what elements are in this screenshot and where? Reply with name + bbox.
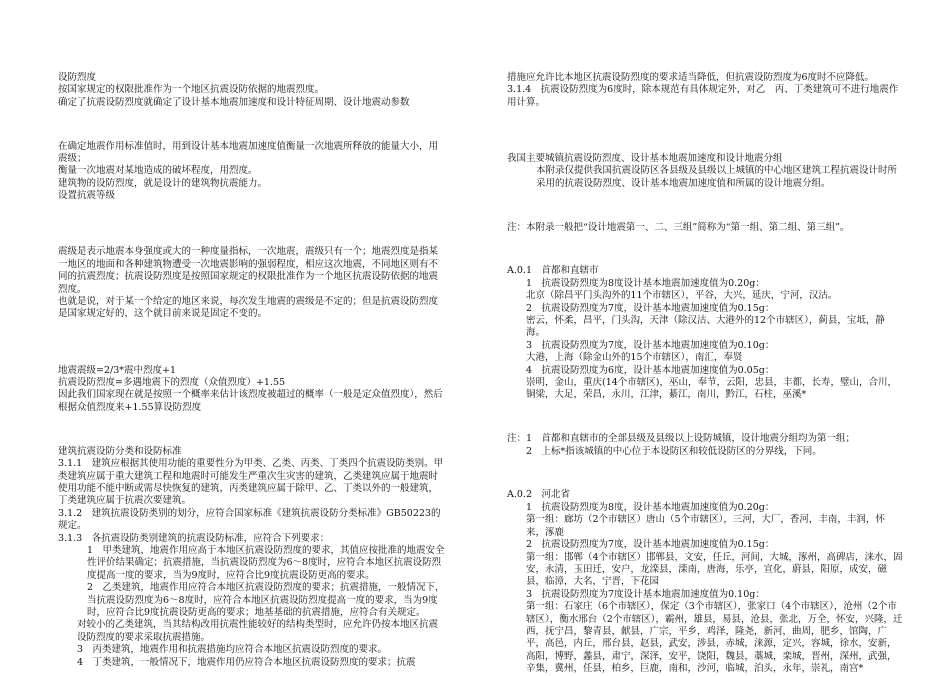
- paragraph: 注：1 首都和直辖市的全部县级及县级以上设防城镇，设计地震分组均为第一组；: [507, 433, 856, 445]
- paragraph: 第一组：廊坊（2个市辖区）唐山（5个市辖区），三河，大厂，香河，丰南，丰润，怀来，涿鹿: [526, 514, 885, 538]
- paragraph: 对较小的乙类建筑，当其结构改用抗震性能较好的结构类型时，应允许仍按本地区抗震设防烈度的要求采取抗震措施。: [77, 619, 439, 643]
- paragraph: 措施应允许比本地区抗震设防烈度的要求适当降低，但抗震设防烈度为6度时不应降低。: [507, 72, 875, 83]
- paragraph: 确定了抗震设防烈度就确定了设计基本地震加速度和设计特征周期、设计地震动参数: [58, 96, 410, 108]
- paragraph: 本附录仅提供我国抗震设防区各县级及县级以上城镇的中心地区建筑工程抗震设计时所采用的抗震设防烈度、设计基本地震加速度值和所属的设计地震分组。: [536, 165, 898, 189]
- paragraph: 密云，怀柔，昌平，门头沟，天津（除汉沽、大港外的12个市辖区），蓟县，宝坻，静海。: [526, 315, 885, 339]
- paragraph-spacer: [507, 411, 903, 423]
- paragraph: 建筑抗震设防分类和设防标准: [58, 445, 182, 457]
- paragraph: 也就是说，对于某一个给定的地区来说，每次发生地震的震级是不定的；但是抗震设防烈度是国家规定好的，这个就目前来说是固定不变的。: [58, 296, 439, 320]
- paragraph: 大港，上海（除金山外的15个市辖区），南汇，奉贤: [526, 352, 743, 364]
- paragraph: 4 抗震设防烈度为6度，设计基本地震加速度值为0.05g：: [526, 364, 775, 376]
- right-column: [507, 72, 903, 676]
- paragraph: 1 抗震设防烈度为8度设计基本地震加速度值为0.20g：: [526, 277, 765, 289]
- paragraph: 第一组：邯郸（4个市辖区）邯郸县，文安，任丘，河间，大城，涿州，高碑店，涞水，固安，永清，玉田迁，安户，龙滦县，滦南，唐海，乐亭，宣化，蔚县，阳原，成安，磁县，临漳，大名，宁晋，下花园: [526, 551, 903, 588]
- paragraph-spacer: [507, 244, 903, 256]
- paragraph: A.0.1 首都和直辖市: [507, 265, 599, 277]
- paragraph: 1 甲类建筑，地震作用应高于本地区抗震设防烈度的要求，其值应按批准的地震安全性评价结果确定；抗震措施，当抗震设防烈度为6～8度时，应符合本地区抗震设防烈度提高一度的要求，当为9度时，应符合比9度抗震设防更高的要求。: [87, 544, 445, 581]
- paragraph: 衡量一次地震对某地造成的破坏程度，用烈度。: [58, 165, 258, 177]
- paragraph-spacer: [58, 330, 446, 355]
- paragraph: 4 丁类建筑，一般情况下，地震作用仍应符合本地区抗震设防烈度的要求；抗震: [77, 656, 416, 668]
- paragraph: A.0.2 河北省: [507, 489, 570, 501]
- paragraph-spacer: [58, 119, 446, 131]
- paragraph: 3.1.2 建筑抗震设防类别的划分，应符合国家标准《建筑抗震设防分类标准》GB50223的规定。: [58, 507, 441, 532]
- paragraph: 按国家规定的权限批准作为一个地区抗震设防依据的地震烈度。: [58, 84, 325, 96]
- paragraph: 1 抗震设防烈度为8度，设计基本地震加速度值为0.20g：: [526, 501, 775, 513]
- paragraph: 3.1.3 各抗震设防类别建筑的抗震设防标准，应符合下列要求：: [58, 532, 330, 544]
- paragraph: 3.1.1 建筑应根据其使用功能的重要性分为甲类、乙类、丙类、丁类四个抗震设防类别。甲类建筑应属于重大建筑工程和地震时可能发生严重次生灾害的建筑，乙类建筑应属于地震时使用功能不能中断或需尽快恢复的建筑，丙类建筑应属于除甲、乙、丁类以外的一般建筑，丁类建筑应属于抗震次要建筑。: [58, 458, 444, 507]
- paragraph: 3 丙类建筑，地震作用和抗震措施均应符合本地区抗震设防烈度的要求。: [77, 644, 388, 656]
- paragraph: 建筑物的设防烈度，就是设计的建筑物抗震能力。: [58, 177, 268, 189]
- paragraph: 3 抗震设防烈度为7度，设计基本地震加速度值为0.10g：: [526, 339, 775, 351]
- paragraph: 崇明，金山，重庆(14个市辖区)，巫山，奉节，云阳，忠县，丰都，长寿，璧山，合川，铜梁，大足，荣昌，永川，江津，綦江，南川，黔江，石柱，巫溪*: [526, 377, 898, 401]
- paragraph-spacer: [58, 424, 446, 436]
- paragraph: 设防烈度: [58, 72, 97, 83]
- paragraph: 震级是表示地震本身强度或大的一种度量指标，一次地震，震级只有一个；地震烈度是指某一地区的地面和各种建筑物遭受一次地震影响的强弱程度，相应这次地震，不同地区则有不同的抗震烈度；抗震设防烈度是按照国家规定的权限批准作为一个地区抗震设防依据的地震烈度。: [58, 246, 439, 295]
- paragraph: 我国主要城镇抗震设防烈度、设计基本地震加速度和设计地震分组: [507, 153, 783, 165]
- paragraph: 2 乙类建筑，地震作用应符合本地区抗震设防烈度的要求；抗震措施，一般情况下，当抗震设防烈度为6～8度时，应符合本地区抗震设防烈度提高一度的要求，当为9度时，应符合比9度抗震设防更高的要求；地基基础的抗震措施，应符合有关规定。: [87, 582, 445, 618]
- paragraph: 抗震设防烈度=多遇地震下的烈度（众值烈度）+1.55: [58, 377, 286, 389]
- paragraph: 2 上标*指该城镇的中心位于本设防区和较低设防区的分界线，下同。: [526, 445, 822, 457]
- paragraph-spacer: [58, 212, 446, 237]
- paragraph: 北京（除昌平门头沟外的11个市辖区），平谷，大兴，延庆，宁河，汉沽。: [526, 290, 838, 302]
- paragraph: 因此我们国家现在就是按照一个概率来估计该烈度被超过的概率（一般是定众值烈度），然后根据众值烈度来+1.55算设防烈度: [58, 389, 443, 413]
- paragraph-spacer: [507, 200, 903, 212]
- paragraph: 2 抗震设防烈度为7度，设计基本地震加速度值为0.15g：: [526, 539, 775, 551]
- paragraph-spacer: [507, 468, 903, 480]
- paragraph: 第一组：石家庄（6个市辖区），保定（3个市辖区），张家口（4个市辖区），沧州（2个市辖区），衡水邢台（2个市辖区），霸州，雄县，易县，沧县，张北，万全，怀安，兴隆，迁西，抚宁昌，黎青县，献县，广宗，平乡，鸡泽，隆尧，新河，曲周，肥乡，馆陶，广平，高邑，内丘，邢台县，赵县，武安，涉县，赤城，涞源，定兴，容城，徐水，安新，高阳，博野，蠡县，肃宁，深泽，安平，饶阳，魏县，藁城，栾城，晋州，深州，武强，辛集，冀州，任县，柏乡，巨鹿，南和，沙河，临城，泊头，永年，崇礼，南宫*: [526, 601, 903, 675]
- paragraph: 注：本附录一般把“设计地震第一、二、三组”简称为“第一组、第二组、第三组”。: [507, 221, 850, 233]
- left-column: [58, 72, 446, 669]
- paragraph: 3 抗震设防烈度为7度设计基本地震加速度值为0.10g：: [526, 588, 765, 600]
- paragraph-spacer: [507, 119, 903, 144]
- paragraph: 设置抗震等级: [58, 190, 116, 202]
- paragraph: 3.1.4 抗震设防烈度为6度时，除本规范有具体规定外，对乙 丙、丁类建筑可不进行地震作用计算。: [507, 84, 899, 108]
- paragraph: 在确定地震作用标准值时，用到设计基本地震加速度值衡量一次地震所释放的能量大小，用震级；: [58, 140, 439, 165]
- paragraph: 地震震级=2/3*震中烈度+1: [58, 364, 177, 376]
- paragraph: 2 抗震设防烈度为7度，设计基本地震加速度值为0.15g：: [526, 302, 775, 314]
